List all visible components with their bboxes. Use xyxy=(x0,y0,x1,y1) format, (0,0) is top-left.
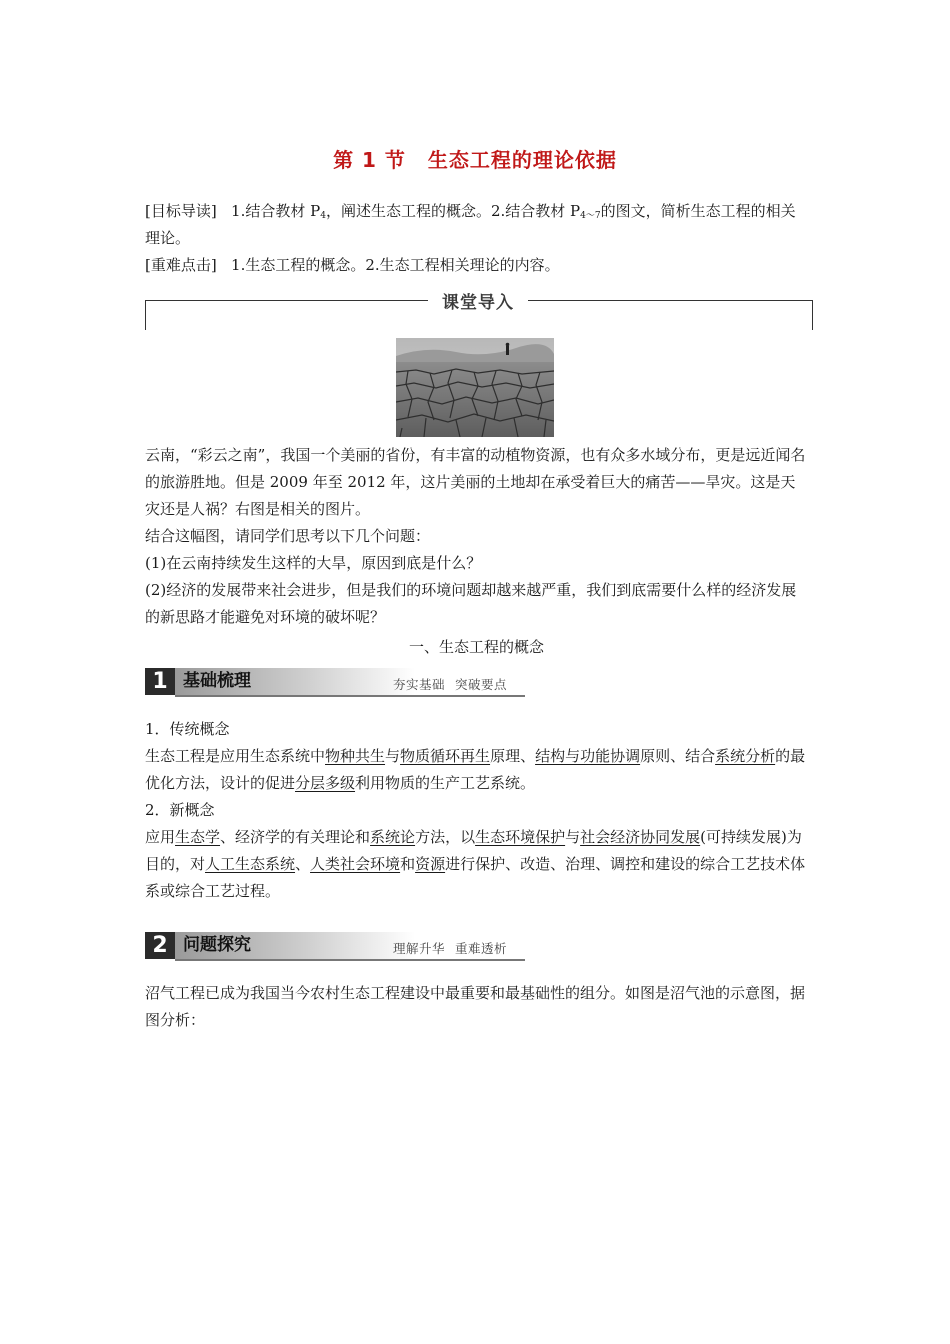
section-number: 第 1 节 xyxy=(333,148,406,172)
key-term: 生态环境保护 xyxy=(475,828,566,846)
intro-text xyxy=(145,442,808,631)
new-concept xyxy=(145,824,808,905)
section1-content xyxy=(145,716,808,905)
intro-question-2: (2)经济的发展带来社会进步，但是我们的环境问题却越来越严重，我们到底需要什么样的经济发展的新思路才能避免对环境的破坏呢？ xyxy=(145,581,797,626)
frame-border xyxy=(145,300,146,330)
text: 进行保护、改造、治理、调控和建设的综合工艺技术体系或综合工艺过程。 xyxy=(145,855,806,900)
drought-photo xyxy=(396,338,554,437)
goals-subscript: 4～7 xyxy=(580,211,601,221)
part-heading: 一、生态工程的概念 xyxy=(408,638,544,656)
text: 方法，以 xyxy=(415,828,476,846)
text: 原则、结合 xyxy=(640,747,716,765)
key-term: 系统分析 xyxy=(715,747,776,765)
section2-content xyxy=(145,980,808,1034)
intro-frame-title: 课堂导入 xyxy=(442,293,514,313)
item-title: 1．传统概念 xyxy=(145,720,230,738)
text: (可持续发展)为目的，对 xyxy=(145,828,802,873)
key-term: 系统论 xyxy=(370,828,416,846)
traditional-concept xyxy=(145,743,808,797)
section-rule xyxy=(175,959,525,961)
intro-prompt: 结合这幅图，请同学们思考以下几个问题： xyxy=(145,527,431,545)
section-header-2 xyxy=(145,932,525,962)
section-name: 生态工程的理论依据 xyxy=(427,148,617,172)
goals-text: 的图文，简析生态工程的相关理论。 xyxy=(145,202,796,247)
goals-tag: [目标导读] xyxy=(145,202,217,220)
text: 、 xyxy=(295,855,311,873)
section-header-1 xyxy=(145,668,525,698)
text: 、经济学的有关理论和 xyxy=(220,828,371,846)
section-subtitle-part: 重难透析 xyxy=(455,941,508,956)
section-rule xyxy=(175,695,525,697)
key-term: 分层多级 xyxy=(295,774,356,792)
frame-border xyxy=(812,300,813,330)
text: 与 xyxy=(385,747,401,765)
intro-paragraph: 云南，“彩云之南”，我国一个美丽的省份，有丰富的动植物资源，也有众多水域分布，更是远近闻名的旅游胜地。但是 2009 年至 2012 年，这片美丽的土地却在承受着巨大的痛苦——旱灾。这是天灾还是人祸？右图是相关的图片。 xyxy=(145,446,806,518)
section-label: 问题探究 xyxy=(183,935,251,955)
section-subtitle-part: 理解升华 xyxy=(393,941,446,956)
key-term: 结构与功能协调 xyxy=(535,747,641,765)
text: 利用物质的生产工艺系统。 xyxy=(355,774,536,792)
text: 与 xyxy=(565,828,581,846)
goals-paragraph xyxy=(145,198,808,279)
key-term: 人类社会环境 xyxy=(310,855,401,873)
page-title xyxy=(0,144,950,173)
section-subtitle xyxy=(393,939,507,957)
key-term: 物质循环再生 xyxy=(400,747,491,765)
text: 的最优化方法，设计的促进 xyxy=(145,747,806,792)
key-term: 资源 xyxy=(415,855,446,873)
key-term: 物种共生 xyxy=(325,747,386,765)
section-number-badge: 1 xyxy=(145,668,175,695)
goals-subscript: 4 xyxy=(320,211,326,221)
goals-text: 1.结合教材 P xyxy=(231,202,321,220)
item-title: 2．新概念 xyxy=(145,801,215,819)
keypoints-tag: [重难点击] xyxy=(145,256,217,274)
key-term: 社会经济协同发展 xyxy=(580,828,701,846)
goals-text: ，阐述生态工程的概念。2.结合教材 P xyxy=(325,202,581,220)
section-label: 基础梳理 xyxy=(183,671,251,691)
drought-photo-icon xyxy=(396,338,554,437)
text: 和 xyxy=(400,855,416,873)
section-number-badge: 2 xyxy=(145,932,175,959)
key-term: 人工生态系统 xyxy=(205,855,296,873)
biogas-paragraph: 沼气工程已成为我国当今农村生态工程建设中最重要和最基础性的组分。如图是沼气池的示意图，据图分析： xyxy=(145,984,806,1029)
frame-border xyxy=(145,300,428,301)
key-term: 生态学 xyxy=(175,828,221,846)
section-subtitle xyxy=(393,675,507,693)
section-subtitle-part: 突破要点 xyxy=(455,677,508,692)
frame-border xyxy=(528,300,813,301)
text: 应用 xyxy=(145,828,176,846)
keypoints-text: 1.生态工程的概念。2.生态工程相关理论的内容。 xyxy=(231,256,560,274)
intro-question-1: (1)在云南持续发生这样的大旱，原因到底是什么？ xyxy=(145,554,482,572)
section-subtitle-part: 夯实基础 xyxy=(393,677,446,692)
text: 原理、 xyxy=(490,747,536,765)
text: 生态工程是应用生态系统中 xyxy=(145,747,326,765)
